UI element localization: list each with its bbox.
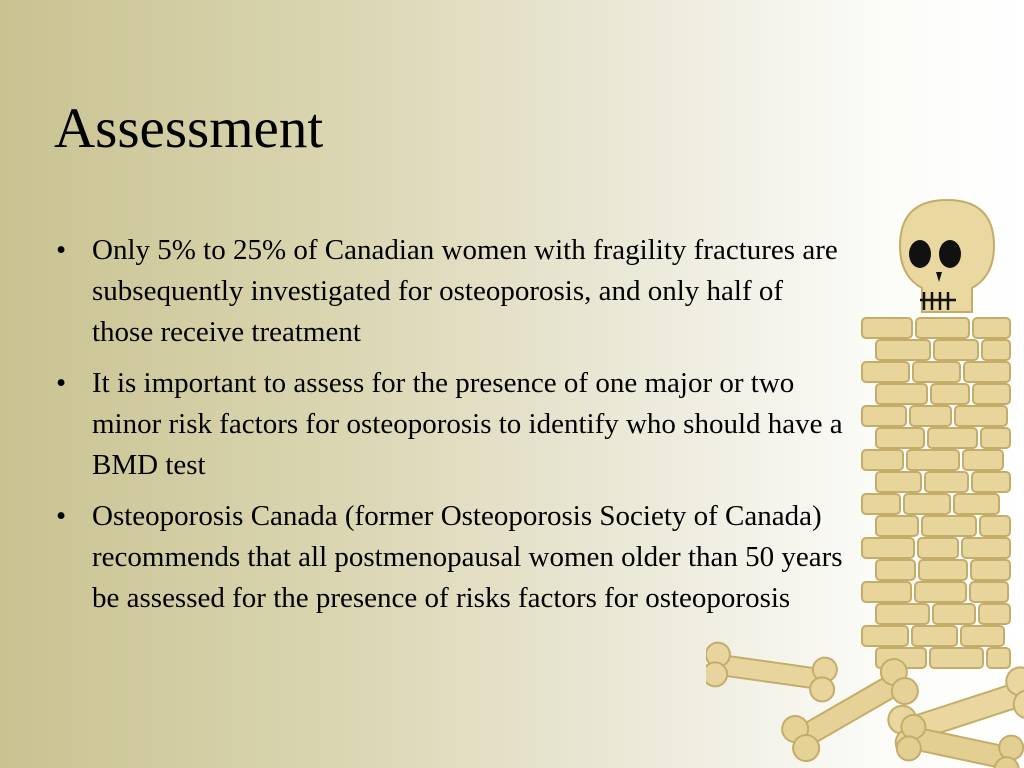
wood-block [982, 340, 1010, 360]
wood-block [930, 648, 983, 668]
wood-block [918, 538, 958, 558]
wood-block [919, 560, 967, 580]
wood-block [972, 472, 1010, 492]
wood-block [876, 560, 915, 580]
wood-block [915, 582, 966, 602]
wood-block [876, 516, 918, 536]
wood-block [973, 384, 1010, 404]
wood-block [862, 626, 908, 646]
wood-block [964, 362, 1010, 382]
wood-block [979, 604, 1010, 624]
wood-block [962, 538, 1010, 558]
wood-block [970, 582, 1008, 602]
wood-block [928, 428, 977, 448]
wood-block [862, 538, 914, 558]
wood-block [862, 450, 903, 470]
skull-eye-left [909, 240, 931, 268]
wood-block [862, 582, 911, 602]
wood-block [876, 384, 927, 404]
wood-block [916, 318, 969, 338]
wood-block [862, 362, 909, 382]
wood-block [925, 472, 968, 492]
wood-block [913, 362, 960, 382]
wood-block [862, 318, 912, 338]
skull [900, 200, 994, 312]
bullet-marker: • [56, 367, 67, 399]
slide-title: Assessment [54, 97, 324, 160]
skeleton-figure [706, 200, 1024, 768]
wood-block [971, 560, 1010, 580]
wood-block [980, 516, 1010, 536]
wooden-block-skeleton-icon [706, 196, 1024, 768]
wood-block [910, 406, 951, 426]
wood-block [931, 384, 969, 404]
bullet-text: Only 5% to 25% of Canadian women with fragility fractures are subsequently investigated for osteoporosis, and only half of those receive treatment [92, 234, 838, 348]
wood-block [876, 472, 921, 492]
wood-block [922, 516, 976, 536]
wood-block [933, 604, 975, 624]
bullet-marker: • [56, 500, 67, 532]
wood-block [876, 428, 924, 448]
loose-bone [706, 641, 838, 703]
bullet-text: It is important to assess for the presence of one major or two minor risk factors for osteoporosis to identify who should have a BMD test [92, 367, 843, 481]
wood-block [862, 494, 900, 514]
wood-block [955, 406, 1007, 426]
wood-block [907, 450, 959, 470]
skull-eye-right [939, 240, 961, 268]
block-tower [862, 318, 1010, 668]
wood-block [904, 494, 950, 514]
wood-block [963, 450, 1003, 470]
bullet-marker: • [56, 234, 67, 266]
wood-block [934, 340, 978, 360]
wood-block [954, 494, 999, 514]
wood-block [876, 340, 930, 360]
bullet-text: Osteoporosis Canada (former Osteoporosis Society of Canada) recommends that all postmenopausal women older than 50 years be assessed for the presence of risks factors for osteoporosis [92, 500, 843, 614]
wood-block [912, 626, 957, 646]
wood-block [862, 406, 906, 426]
wood-block [973, 318, 1010, 338]
wood-block [876, 604, 929, 624]
wood-block [981, 428, 1010, 448]
wood-block [961, 626, 1004, 646]
wood-block [987, 648, 1010, 668]
